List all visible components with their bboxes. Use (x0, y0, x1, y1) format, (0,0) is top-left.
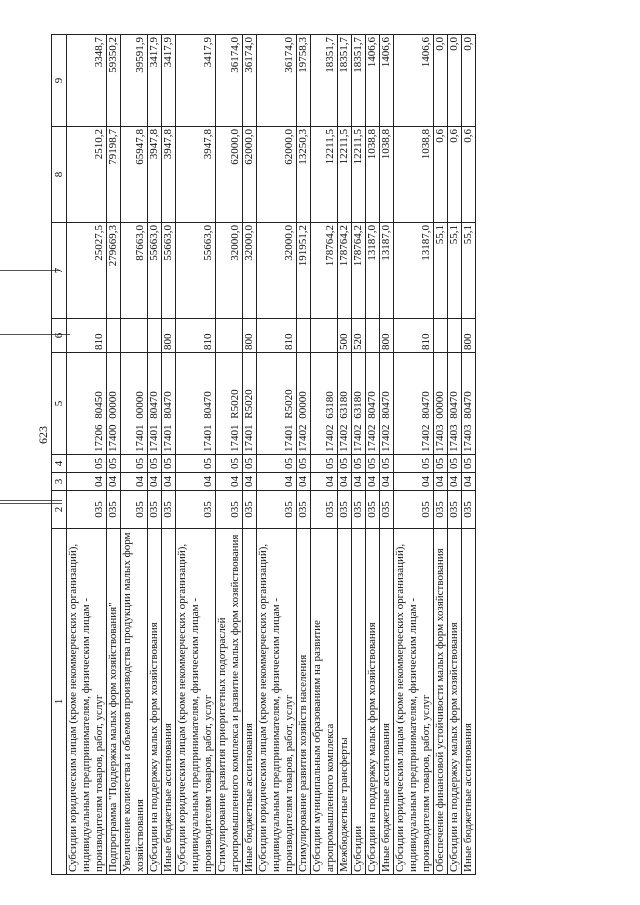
column-header: 6 (52, 319, 67, 353)
row-target-article: 17402 80470 (380, 353, 394, 455)
row-value-col8: 12211,5 (338, 127, 352, 223)
row-value-col7: 87663,0 (121, 223, 148, 319)
row-name: Стимулирование развития хозяйств населения (297, 529, 311, 875)
page-number: 623 (36, 426, 50, 444)
row-subsection: 05 (338, 455, 352, 473)
row-target-article: 17401 80470 (162, 353, 176, 455)
row-code: 035 (67, 491, 107, 529)
row-name: Иные бюджетные ассигнования (462, 529, 476, 875)
row-value-col9: 1406,6 (394, 35, 434, 127)
row-target-article: 17402 63180 (338, 353, 352, 455)
row-section: 04 (311, 473, 338, 491)
row-expense-type (297, 319, 311, 353)
row-expense-type: 800 (243, 319, 257, 353)
row-target-article: 17402 63180 (352, 353, 366, 455)
row-expense-type (107, 319, 121, 353)
column-header: 2 (52, 491, 67, 529)
row-target-article: 17206 80450 (67, 353, 107, 455)
row-name: Субсидии на поддержку малых форм хозяйствования (366, 529, 380, 875)
table-row (148, 35, 162, 875)
row-section: 04 (67, 473, 107, 491)
row-value-col9: 19758,3 (297, 35, 311, 127)
row-value-col7: 55663,0 (176, 223, 216, 319)
row-value-col9: 39591,9 (121, 35, 148, 127)
row-name: Увеличение количества и объемов производства продукции малых форм хозяйствования (121, 529, 148, 875)
row-code: 035 (216, 491, 243, 529)
row-value-col9: 36174,0 (243, 35, 257, 127)
table-row (366, 35, 380, 875)
table-row (297, 35, 311, 875)
table-row (311, 35, 338, 875)
row-target-article: 17402 80470 (394, 353, 434, 455)
row-value-col8: 3947,8 (148, 127, 162, 223)
row-expense-type: 500 (338, 319, 352, 353)
row-name: Иные бюджетные ассигнования (243, 529, 257, 875)
row-expense-type: 810 (394, 319, 434, 353)
row-expense-type: 810 (257, 319, 297, 353)
row-section: 04 (366, 473, 380, 491)
row-value-col8: 65947,8 (121, 127, 148, 223)
row-section: 04 (216, 473, 243, 491)
column-header: 4 (52, 455, 67, 473)
column-header: 1 (52, 529, 67, 875)
row-value-col9: 36174,0 (216, 35, 243, 127)
row-value-col8: 0,6 (462, 127, 476, 223)
column-header: 5 (52, 353, 67, 455)
row-value-col8: 0,6 (448, 127, 462, 223)
row-value-col8: 1038,8 (380, 127, 394, 223)
row-value-col9: 3348,7 (67, 35, 107, 127)
row-value-col7: 178764,2 (352, 223, 366, 319)
row-code: 035 (257, 491, 297, 529)
row-target-article: 17402 63180 (311, 353, 338, 455)
row-value-col8: 3947,8 (162, 127, 176, 223)
row-subsection: 05 (297, 455, 311, 473)
table-row (176, 35, 216, 875)
row-value-col7: 32000,0 (257, 223, 297, 319)
column-number-header (52, 35, 67, 875)
row-value-col7: 55,1 (462, 223, 476, 319)
row-code: 035 (338, 491, 352, 529)
row-value-col8: 62000,0 (216, 127, 243, 223)
row-subsection: 05 (380, 455, 394, 473)
document-sheet (35, 35, 476, 875)
row-value-col9: 1406,6 (366, 35, 380, 127)
row-value-col8: 2510,2 (67, 127, 107, 223)
row-value-col7: 32000,0 (243, 223, 257, 319)
row-expense-type (311, 319, 338, 353)
row-code: 035 (434, 491, 448, 529)
row-expense-type: 800 (162, 319, 176, 353)
row-subsection: 05 (121, 455, 148, 473)
row-expense-type: 810 (67, 319, 107, 353)
row-value-col7: 55,1 (434, 223, 448, 319)
row-name: Субсидии юридическим лицам (кроме некоммерческих организаций), индивидуальным предпринимателям, физическим лицам - производителям товаров, работ, услуг (176, 529, 216, 875)
row-name: Субсидии юридическим лицам (кроме некоммерческих организаций), индивидуальным предпринимателям, физическим лицам - производителям товаров, работ, услуг (67, 529, 107, 875)
row-value-col7: 13187,0 (394, 223, 434, 319)
budget-table (51, 34, 476, 875)
row-value-col8: 79198,7 (107, 127, 121, 223)
row-code: 035 (366, 491, 380, 529)
row-subsection: 05 (176, 455, 216, 473)
row-name: Субсидии на поддержку малых форм хозяйствования (148, 529, 162, 875)
row-code: 035 (297, 491, 311, 529)
row-code: 035 (176, 491, 216, 529)
table-row (448, 35, 462, 875)
row-value-col8: 1038,8 (366, 127, 380, 223)
row-target-article: 17401 R5020 (257, 353, 297, 455)
row-name: Стимулирование развития приоритетных подотраслей агропромышленного комплекса и развитие малых форм хозяйствования (216, 529, 243, 875)
row-section: 04 (162, 473, 176, 491)
row-section: 04 (394, 473, 434, 491)
row-expense-type (121, 319, 148, 353)
row-section: 04 (352, 473, 366, 491)
row-section: 04 (380, 473, 394, 491)
row-value-col7: 55,1 (448, 223, 462, 319)
row-value-col9: 59350,2 (107, 35, 121, 127)
row-target-article: 17403 80470 (462, 353, 476, 455)
row-value-col7: 13187,0 (366, 223, 380, 319)
row-section: 04 (257, 473, 297, 491)
row-value-col8: 3947,8 (176, 127, 216, 223)
row-expense-type: 520 (352, 319, 366, 353)
row-expense-type (148, 319, 162, 353)
row-name: Иные бюджетные ассигнования (162, 529, 176, 875)
table-row (162, 35, 176, 875)
row-section: 04 (462, 473, 476, 491)
row-value-col8: 62000,0 (243, 127, 257, 223)
row-value-col9: 3417,9 (148, 35, 162, 127)
row-name: Субсидии муниципальным образованиям на развитие агропромышленного комплекса (311, 529, 338, 875)
row-name: Обеспечение финансовой устойчивости малых форм хозяйствования (434, 529, 448, 875)
row-value-col9: 36174,0 (257, 35, 297, 127)
column-header: 9 (52, 35, 67, 127)
row-section: 04 (107, 473, 121, 491)
table-row (352, 35, 366, 875)
row-section: 04 (448, 473, 462, 491)
row-section: 04 (148, 473, 162, 491)
row-section: 04 (338, 473, 352, 491)
row-value-col7: 178764,2 (338, 223, 352, 319)
row-code: 035 (107, 491, 121, 529)
row-expense-type (448, 319, 462, 353)
column-header: 7 (52, 223, 67, 319)
table-row (434, 35, 448, 875)
row-subsection: 05 (216, 455, 243, 473)
row-subsection: 05 (311, 455, 338, 473)
row-target-article: 17402 00000 (297, 353, 311, 455)
row-target-article: 17401 R5020 (243, 353, 257, 455)
row-target-article: 17403 80470 (448, 353, 462, 455)
row-target-article: 17402 80470 (366, 353, 380, 455)
row-subsection: 05 (107, 455, 121, 473)
row-code: 035 (148, 491, 162, 529)
row-subsection: 05 (462, 455, 476, 473)
row-name: Субсидии юридическим лицам (кроме некоммерческих организаций), индивидуальным предпринимателям, физическим лицам - производителям товаров, работ, услуг (394, 529, 434, 875)
row-value-col9: 0,0 (462, 35, 476, 127)
row-subsection: 05 (162, 455, 176, 473)
row-expense-type (366, 319, 380, 353)
row-subsection: 05 (366, 455, 380, 473)
table-row (462, 35, 476, 875)
row-expense-type: 800 (462, 319, 476, 353)
row-code: 035 (121, 491, 148, 529)
table-row (394, 35, 434, 875)
table-row (107, 35, 121, 875)
table-row (380, 35, 394, 875)
row-expense-type: 810 (176, 319, 216, 353)
row-section: 04 (176, 473, 216, 491)
row-target-article: 17401 80470 (176, 353, 216, 455)
row-subsection: 05 (434, 455, 448, 473)
row-value-col8: 0,6 (434, 127, 448, 223)
row-target-article: 17401 80470 (148, 353, 162, 455)
row-value-col7: 13187,0 (380, 223, 394, 319)
row-code: 035 (394, 491, 434, 529)
row-section: 04 (121, 473, 148, 491)
table-row (67, 35, 107, 875)
row-value-col7: 191951,2 (297, 223, 311, 319)
row-subsection: 05 (448, 455, 462, 473)
row-name: Межбюджетные трансферты (338, 529, 352, 875)
row-code: 035 (162, 491, 176, 529)
row-subsection: 05 (352, 455, 366, 473)
row-section: 04 (434, 473, 448, 491)
row-value-col8: 12211,5 (352, 127, 366, 223)
row-value-col7: 55663,0 (148, 223, 162, 319)
row-value-col7: 178764,2 (311, 223, 338, 319)
row-code: 035 (352, 491, 366, 529)
row-section: 04 (297, 473, 311, 491)
row-subsection: 05 (148, 455, 162, 473)
row-subsection: 05 (257, 455, 297, 473)
row-code: 035 (448, 491, 462, 529)
row-name: Субсидии на поддержку малых форм хозяйствования (448, 529, 462, 875)
row-value-col8: 12211,5 (311, 127, 338, 223)
row-name: Подпрограмма "Поддержка малых форм хозяйствования" (107, 529, 121, 875)
column-header: 8 (52, 127, 67, 223)
table-row (216, 35, 243, 875)
row-name: Иные бюджетные ассигнования (380, 529, 394, 875)
row-value-col8: 62000,0 (257, 127, 297, 223)
row-expense-type: 800 (380, 319, 394, 353)
row-value-col7: 279669,3 (107, 223, 121, 319)
table-row (121, 35, 148, 875)
row-value-col9: 18351,7 (338, 35, 352, 127)
row-target-article: 17401 00000 (121, 353, 148, 455)
table-row (243, 35, 257, 875)
row-subsection: 05 (394, 455, 434, 473)
row-value-col9: 18351,7 (311, 35, 338, 127)
row-expense-type (434, 319, 448, 353)
row-value-col7: 25027,5 (67, 223, 107, 319)
row-value-col7: 55663,0 (162, 223, 176, 319)
row-value-col7: 32000,0 (216, 223, 243, 319)
row-value-col8: 13250,3 (297, 127, 311, 223)
row-name: Субсидии юридическим лицам (кроме некоммерческих организаций), индивидуальным предпринимателям, физическим лицам - производителям товаров, работ, услуг (257, 529, 297, 875)
row-value-col9: 1406,6 (380, 35, 394, 127)
row-code: 035 (462, 491, 476, 529)
row-name: Субсидии (352, 529, 366, 875)
row-code: 035 (311, 491, 338, 529)
row-code: 035 (380, 491, 394, 529)
row-subsection: 05 (243, 455, 257, 473)
row-subsection: 05 (67, 455, 107, 473)
row-code: 035 (243, 491, 257, 529)
row-expense-type (216, 319, 243, 353)
row-value-col9: 3417,9 (162, 35, 176, 127)
table-row (257, 35, 297, 875)
row-target-article: 17403 00000 (434, 353, 448, 455)
table-row (338, 35, 352, 875)
row-value-col9: 0,0 (434, 35, 448, 127)
row-value-col8: 1038,8 (394, 127, 434, 223)
row-target-article: 17401 R5020 (216, 353, 243, 455)
row-target-article: 17400 00000 (107, 353, 121, 455)
row-value-col9: 0,0 (448, 35, 462, 127)
row-value-col9: 18351,7 (352, 35, 366, 127)
row-value-col9: 3417,9 (176, 35, 216, 127)
column-header: 3 (52, 473, 67, 491)
row-section: 04 (243, 473, 257, 491)
